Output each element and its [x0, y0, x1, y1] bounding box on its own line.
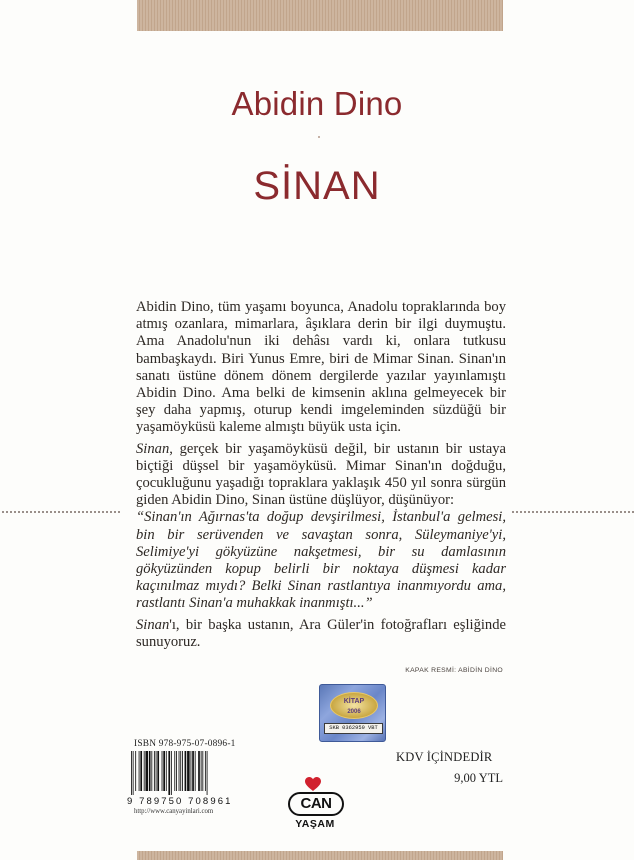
publisher-logo: CAN: [288, 792, 344, 816]
barcode-bar: [166, 751, 167, 791]
barcode-bar: [154, 751, 155, 791]
barcode-bar: [140, 751, 142, 791]
barcode-bar: [195, 751, 196, 791]
barcode-bar: [180, 751, 181, 791]
hologram-line-1: KİTAP: [343, 698, 365, 705]
cover-art-credit: KAPAK RESMİ: ABİDİN DİNO: [405, 667, 503, 674]
right-dotted-rule: [512, 511, 634, 513]
decorative-dot: [318, 136, 320, 138]
hologram-serial: SKB 0362959 VBT: [324, 723, 383, 734]
barcode-bar: [157, 751, 159, 791]
barcode-bar: [191, 751, 192, 791]
blurb-paragraph-3-text: 'ı, bir başka ustanın, Ara Güler'in fotoğrafları eşliğinde sunuyoruz.: [136, 616, 506, 650]
barcode-bar: [179, 751, 180, 791]
barcode-bar: [144, 751, 145, 791]
barcode-bar: [139, 751, 140, 791]
barcode-bar: [149, 751, 151, 791]
barcode-bar: [176, 751, 177, 791]
barcode-digits: 9 789750 708961: [127, 796, 233, 807]
barcode-bar: [168, 751, 170, 795]
barcode-bar: [198, 751, 200, 791]
barcode-bar: [131, 751, 132, 795]
hologram-line-2: 2006: [347, 709, 361, 715]
barcode-bar: [207, 751, 208, 795]
blurb-paragraph-3-title: Sinan: [136, 616, 170, 633]
barcode-bar: [205, 751, 206, 791]
isbn-label: ISBN 978-975-07-0896-1: [134, 739, 236, 749]
blurb-quote: “Sinan'ın Ağırnas'ta doğup devşirilmesi, İstanbul'a gelmesi, bin bir serüvenden ve savaştan sonra, Süleymaniye'yi, Selimiye'yi gökyüzüne nakşetmesi, bir su damlasının gökyüzünden kopup belirli bir noktaya düşmesi kadar kaçınılmaz mıydı? Belki Sinan rastlantıya inanmıyordu ama, rastlantı Sinan'a muhakkak inanmıştı...”: [136, 509, 506, 612]
author-name: Abidin Dino: [231, 85, 403, 122]
barcode-bar: [133, 751, 134, 795]
barcode-bar: [163, 751, 165, 791]
barcode-bar: [174, 751, 175, 791]
barcode-bar: [151, 751, 152, 791]
price-label: 9,00 YTL: [454, 771, 503, 785]
bottom-color-band: [137, 851, 503, 860]
hologram-badge-icon: [330, 692, 378, 719]
heart-icon: [305, 777, 321, 792]
barcode-bar: [145, 751, 148, 791]
barcode-bar: [185, 751, 187, 791]
blurb-paragraph-2-title: Sinan: [136, 440, 170, 457]
barcode-bar: [201, 751, 202, 791]
publisher-imprint: YAŞAM: [295, 818, 335, 830]
hologram-sticker: [319, 684, 386, 742]
blurb-paragraph-2-text: , gerçek bir yaşamöyküsü değil, bir ustanın bir ustaya biçtiği düşsel bir yaşamöyküsü. Mimar Sinan'ın doğduğu, çocukluğunu yaşadığı topraklara yaklaşık 450 yıl sonra sürgün giden Abidin Dino, Sinan üstüne düşlüyor, düşünüyor:: [136, 440, 506, 509]
barcode-bar: [171, 751, 172, 795]
barcode-bar: [192, 751, 194, 791]
blurb-paragraph-3: [136, 617, 506, 651]
barcode-bar: [182, 751, 183, 791]
barcode-bar: [135, 751, 136, 791]
blurb-paragraph-2: [136, 441, 506, 613]
blurb-paragraph-1: Abidin Dino, tüm yaşamı boyunca, Anadolu topraklarında boy atmış ozanlara, mimarlara, âşıklara derin bir ilgi duymuştu. Ama Anadolu'nun iki dehâsı vardı ki, onlara tutkusu bambaşkaydı. Biri Yunus Emre, biri de Mimar Sinan. Sinan'ın sanatı üstüne dönem dönem dergilerde yazılar yayınlamıştı Abidin Dino. Ama belki de kimsenin aklına gelmeyecek bir şey daha yapmış, oturup kendi imgeleminden süzdüğü bir yaşamöyküsü kaleme almıştı büyük usta için.: [136, 299, 506, 436]
barcode-bar: [202, 751, 203, 791]
top-color-band: [137, 0, 503, 31]
book-title: SİNAN: [253, 164, 381, 208]
tax-included-note: KDV İÇİNDEDİR: [396, 750, 493, 764]
left-dotted-rule: [2, 511, 120, 513]
publisher-website: http://www.canyayinlari.com: [134, 808, 214, 815]
back-cover-blurb: [136, 299, 506, 655]
barcode-bar: [162, 751, 163, 791]
barcode-icon: [128, 751, 240, 795]
barcode-bar: [187, 751, 190, 791]
barcode-bar: [156, 751, 157, 791]
